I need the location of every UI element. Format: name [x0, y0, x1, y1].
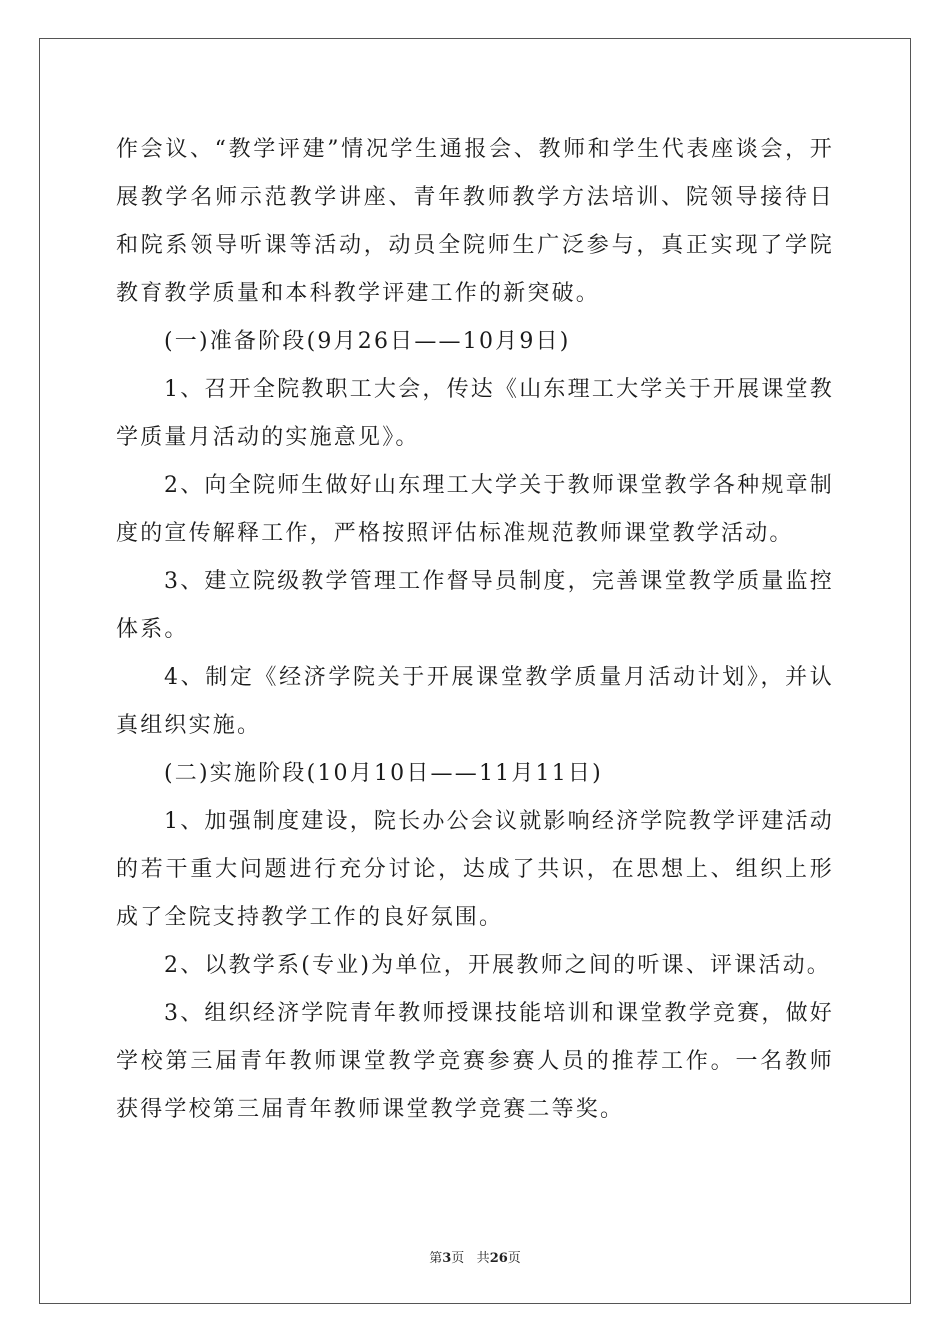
paragraph: 3、组织经济学院青年教师授课技能培训和课堂教学竞赛，做好学校第三届青年教师课堂教学竞赛参赛人员的推荐工作。一名教师获得学校第三届青年教师课堂教学竞赛二等奖。	[116, 1001, 834, 1122]
paragraph: 3、建立院级教学管理工作督导员制度，完善课堂教学质量监控体系。	[116, 569, 834, 642]
paragraph: 1、召开全院教职工大会，传达《山东理工大学关于开展课堂教学质量月活动的实施意见》。	[116, 377, 834, 450]
section-heading-implementation: (二)实施阶段(10月10日——11月11日)	[164, 761, 603, 786]
footer-total-suffix: 页	[507, 1251, 521, 1266]
paragraph: 4、制定《经济学院关于开展课堂教学质量月活动计划》，并认真组织实施。	[116, 665, 834, 738]
paragraph: 2、以教学系(专业)为单位，开展教师之间的听课、评课活动。	[164, 953, 831, 978]
paragraph: 2、向全院师生做好山东理工大学关于教师课堂教学各种规章制度的宣传解释工作，严格按照评估标准规范教师课堂教学活动。	[116, 473, 834, 546]
total-pages: 26	[489, 1251, 508, 1266]
paragraph: 作会议、“教学评建”情况学生通报会、教师和学生代表座谈会，开展教学名师示范教学讲座、青年教师教学方法培训、院领导接待日和院系领导听课等活动，动员全院师生广泛参与，真正实现了学院教育教学质量和本科教学评建工作的新突破。	[116, 137, 834, 306]
footer-total-prefix: 共	[476, 1251, 490, 1266]
paragraph: 1、加强制度建设，院长办公会议就影响经济学院教学评建活动的若干重大问题进行充分讨论，达成了共识，在思想上、组织上形成了全院支持教学工作的良好氛围。	[116, 809, 834, 930]
page-footer	[0, 1247, 950, 1266]
section-heading-preparation: (一)准备阶段(9月26日——10月9日)	[164, 329, 571, 354]
footer-prefix: 第	[429, 1251, 443, 1266]
document-body	[116, 126, 834, 1134]
page-number: 3	[442, 1251, 452, 1266]
footer-page-suffix: 页	[451, 1251, 465, 1266]
